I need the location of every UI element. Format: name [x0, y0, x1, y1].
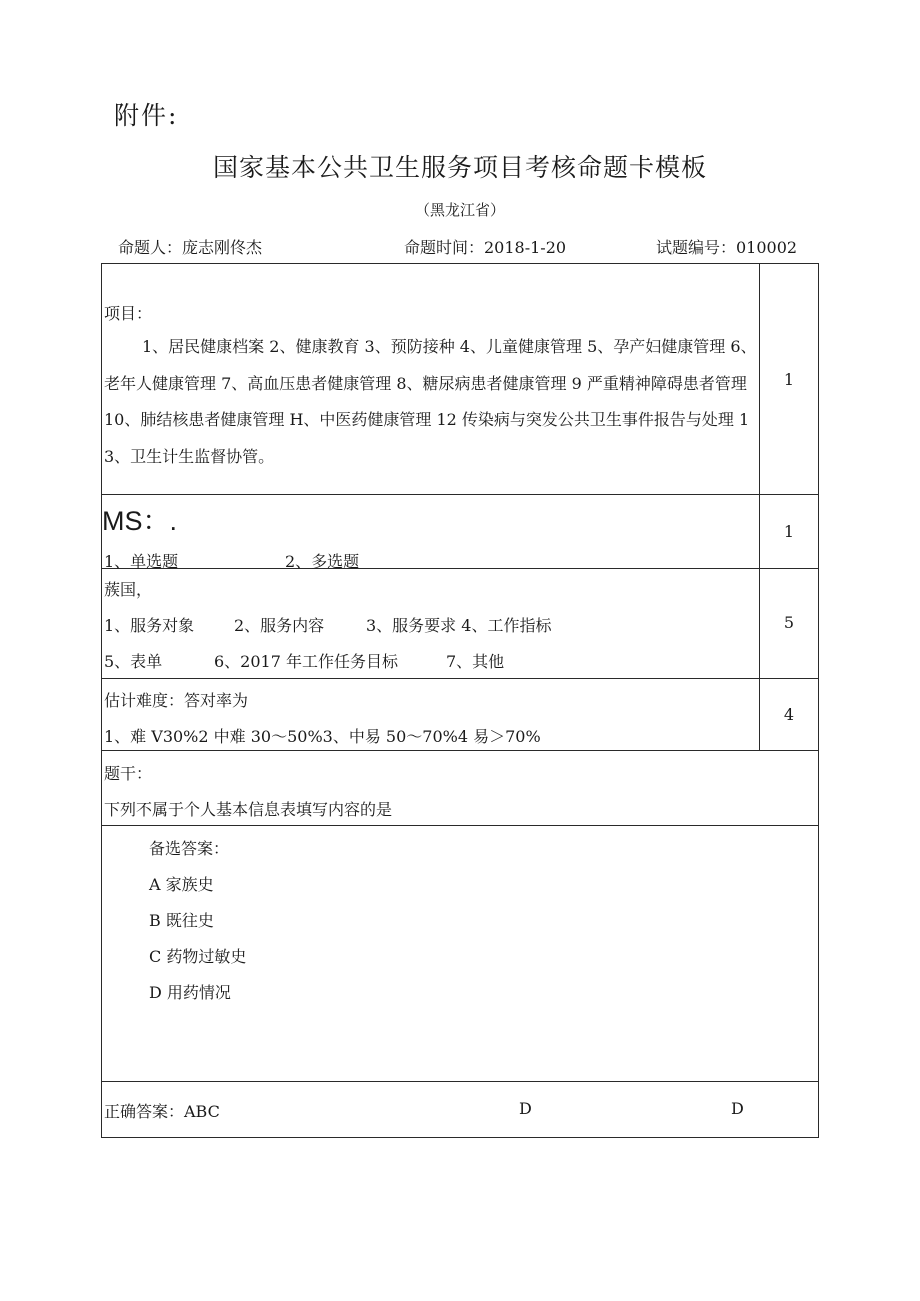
row-divider [101, 678, 819, 679]
difficulty-scale: 1、难 V30%2 中难 30～50%3、中易 50～70%4 易＞70% [104, 727, 541, 746]
category-value: 5 [783, 613, 795, 632]
row-divider [101, 494, 819, 495]
category-option: 2、服务内容 [234, 616, 325, 635]
correct-answer: 正确答案：ABC [104, 1102, 220, 1121]
table-border-right [818, 263, 819, 1138]
project-list: 1、居民健康档案 2、健康教育 3、预防接种 4、儿童健康管理 5、孕产妇健康管理 6、老年人健康管理 7、高血压患者健康管理 8、糖尿病患者健康管理 9 严重精神障碍患者管理 10、肺结核患者健康管理 H、中医药健康管理 12 传染病与突发公共卫生事件报告与处理 13、卫生计生监督协管。 [104, 337, 757, 466]
attachment-label: 附件: [114, 101, 179, 130]
question-code-field: 试题编号：010002 [656, 238, 798, 257]
question-type-value: 1 [783, 522, 795, 541]
province-label: （黑龙江省） [414, 201, 505, 219]
question-type-option: 1、单选题 [104, 552, 179, 571]
category-option: 6、2017 年工作任务目标 [214, 652, 398, 671]
table-border-top [101, 263, 819, 264]
answer-option-b: B 既往史 [149, 911, 214, 930]
table-border-bottom [101, 1137, 819, 1138]
question-type-option: 2、多选题 [285, 552, 360, 571]
category-option: 3、服务要求 4、工作指标 [366, 616, 552, 635]
project-value: 1 [783, 370, 795, 389]
value-column-divider [759, 263, 760, 750]
answer-option-d: D 用药情况 [149, 983, 231, 1002]
project-label: 项目： [104, 304, 153, 323]
page-title: 国家基本公共卫生服务项目考核命题卡模板 [212, 153, 707, 182]
stem-label: 题干： [104, 764, 153, 783]
difficulty-value: 4 [783, 705, 795, 724]
answers-label: 备选答案： [149, 839, 230, 858]
category-option: 1、服务对象 [104, 616, 195, 635]
category-option: 5、表单 [104, 652, 163, 671]
row-divider [101, 1081, 819, 1082]
answer-option-a: A 家族史 [149, 875, 214, 894]
table-border-left [101, 263, 102, 1138]
row-divider [101, 568, 819, 569]
row-divider [101, 825, 819, 826]
answer-option-c: C 药物过敏史 [149, 947, 247, 966]
stem-text: 下列不属于个人基本信息表填写内容的是 [104, 800, 393, 819]
category-option: 7、其他 [446, 652, 505, 671]
correct-answer-mark: D [519, 1099, 532, 1118]
category-label: 蔟国， [104, 580, 153, 599]
author-field: 命题人：庞志刚佟杰 [118, 238, 263, 257]
question-type-label: MS：. [102, 506, 178, 536]
row-divider [101, 750, 819, 751]
difficulty-label: 估计难度：答对率为 [104, 691, 249, 710]
date-field: 命题时间：2018-1-20 [404, 238, 567, 257]
correct-answer-mark: D [731, 1099, 744, 1118]
